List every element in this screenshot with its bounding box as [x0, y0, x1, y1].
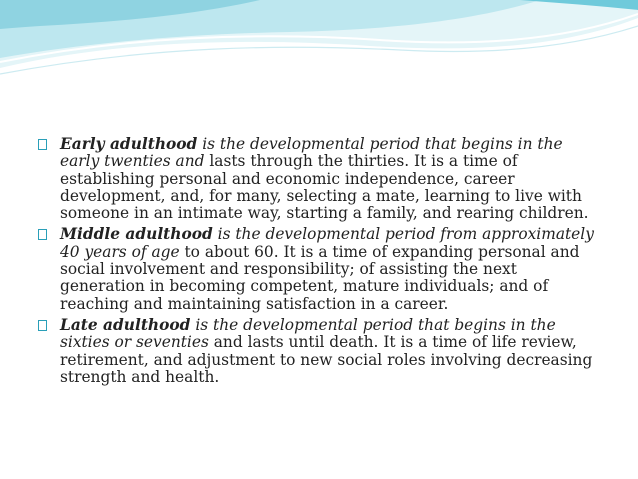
bullet-late-adulthood — [38, 317, 598, 386]
term-middle-adulthood: Middle adulthood — [60, 225, 213, 244]
bullet-middle-adulthood — [38, 226, 598, 312]
definition-italic: is the developmental period that begins in the sixties or seventies — [60, 315, 556, 352]
term-early-adulthood: Early adulthood — [60, 135, 198, 153]
square-bullet-icon — [38, 139, 47, 150]
bullet-early-adulthood — [38, 136, 598, 222]
definition-text: to about 60. It is a time of expanding personal and social involvement and responsibility; of assisting the next generation in becoming competent, mature individuals; and of reaching and maintaining satisfaction in a career. — [60, 242, 580, 313]
wave-decoration — [0, 0, 638, 120]
definition-italic: is the developmental period from approximately 40 years of age — [60, 225, 594, 261]
term-late-adulthood: Late adulthood — [60, 315, 191, 334]
definition-italic: is the developmental period that begins in the early twenties and — [60, 135, 563, 171]
definition-text: and lasts until death. It is a time of life review, retirement, and adjustment to new social roles involving decreasing strength and health. — [60, 333, 593, 386]
square-bullet-icon — [38, 229, 47, 240]
definition-text: lasts through the thirties. It is a time of establishing personal and economic independence, career development, and, for many, selecting a mate, learning to live with someone in an intimate way, starting a family, and rearing children. — [60, 152, 589, 223]
square-bullet-icon — [38, 320, 47, 331]
bullet-list — [38, 136, 598, 390]
